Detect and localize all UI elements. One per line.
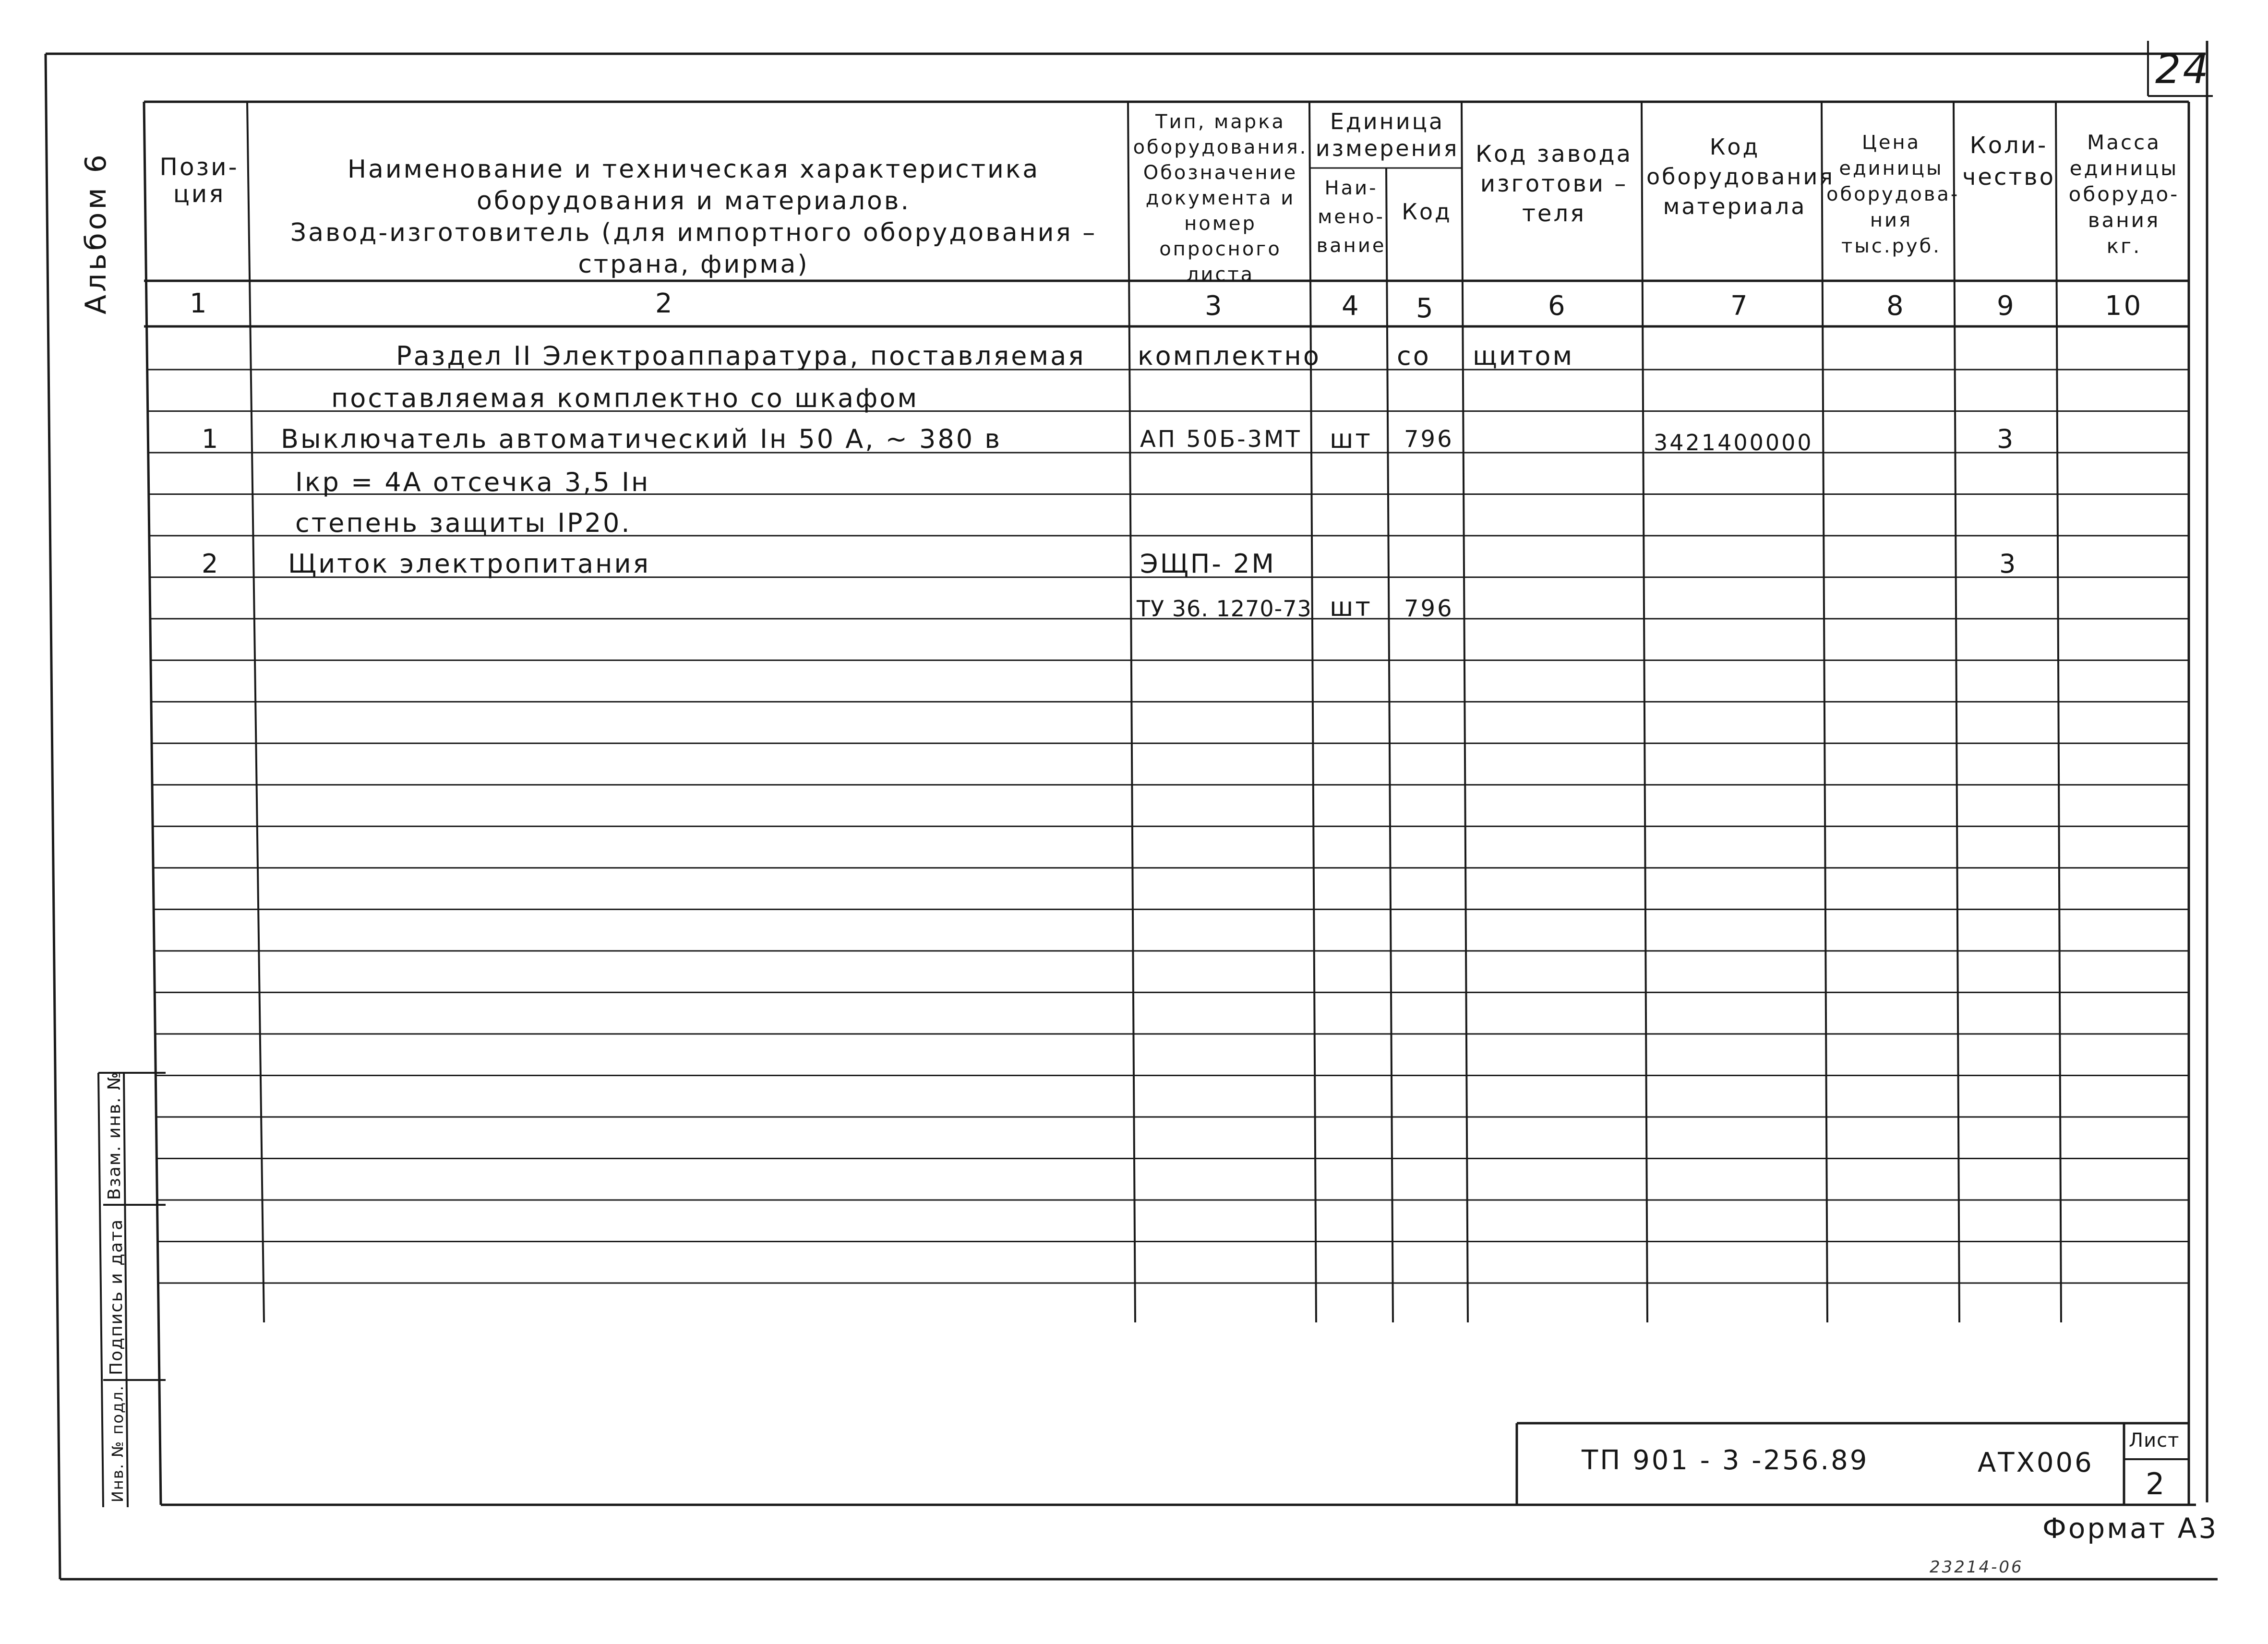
sheet-corner-number: 24 [2155, 46, 2210, 93]
col-number-8: 8 [1886, 290, 1906, 322]
col-number-3: 3 [1205, 290, 1224, 322]
row1-unit-name: со [1397, 341, 1431, 371]
header-unit-name: Наи- мено- вание [1316, 177, 1386, 257]
stamp-inventory-original: Инв. № подл. [108, 1385, 127, 1502]
footer-mark: 23214-06 [1930, 1558, 2024, 1577]
header-unit-code: Код [1402, 199, 1452, 225]
col-number-6: 6 [1548, 290, 1567, 322]
col-number-10: 10 [2105, 290, 2143, 322]
row7-unit-code: 796 [1404, 595, 1454, 622]
col-number-5: 5 [1416, 293, 1435, 324]
header-position: Пози- ция [159, 153, 239, 208]
row5-name: степень защиты IР20. [295, 508, 632, 538]
header-plant-code: Код завода изготови – теля [1475, 141, 1633, 227]
row3-type: АП 50Б-3МТ [1140, 426, 1302, 453]
format-label: Формат А3 [2042, 1512, 2219, 1545]
row3-quantity: 3 [1997, 424, 2016, 454]
album-label: Альбом 6 [79, 152, 113, 314]
row6-name: Щиток электропитания [288, 549, 651, 579]
header-mass: Масса единицы оборудо- вания кг. [2068, 131, 2180, 258]
row6-quantity: 3 [1999, 549, 2018, 579]
col-number-7: 7 [1730, 290, 1750, 322]
stamp-replaced-inventory: Взам. инв. № [105, 1071, 124, 1200]
header-type: Тип, марка оборудования. Обозначение документа и номер опросного листа [1133, 111, 1308, 286]
title-sheet-number: 2 [2146, 1466, 2167, 1501]
row6-position: 2 [202, 549, 220, 579]
row7-type: ТУ 36. 1270-73 [1137, 596, 1312, 622]
col-number-4: 4 [1342, 290, 1361, 322]
row3-equip-code: 3421400000 [1654, 430, 1813, 456]
row6-type: ЭЩП- 2М [1140, 549, 1276, 579]
header-price: Цена единицы оборудова- ния тыс.руб. [1826, 132, 1960, 257]
row2-name: поставляемая комплектно со шкафом [331, 383, 919, 413]
row3-position: 1 [202, 424, 220, 454]
col-number-9: 9 [1997, 290, 2016, 322]
row1-type: комплектно [1138, 341, 1321, 371]
title-sheet-label: Лист [2129, 1429, 2180, 1452]
row7-unit-name: шт [1330, 592, 1372, 622]
row1-name: Раздел II Электроаппаратура, поставляемая [396, 341, 1086, 371]
title-doc-code: АТХ006 [1978, 1447, 2094, 1478]
row3-name: Выключатель автоматический Iн 50 А, ~ 380 в [281, 424, 1002, 454]
header-name: Наименование и техническая характеристика оборудования и материалов. Завод-изготовитель (для импортного оборудования – страна, фирма) [290, 155, 1097, 279]
header-quantity: Коли- чество [1962, 132, 2055, 191]
col-number-2: 2 [655, 288, 674, 319]
header-equip-code: Код оборудования материала [1646, 134, 1835, 219]
row4-name: Iкр = 4А отсечка 3,5 Iн [295, 467, 650, 497]
stamp-signature-date: Подпись и дата [107, 1218, 126, 1375]
header-unit: Единица измерения [1315, 108, 1459, 161]
title-doc-number: ТП 901 - 3 -256.89 [1582, 1445, 1869, 1476]
row3-unit-name: шт [1330, 424, 1372, 454]
row1-plant: щитом [1473, 341, 1574, 371]
col-number-1: 1 [190, 288, 209, 319]
row3-unit-code: 796 [1404, 426, 1454, 453]
